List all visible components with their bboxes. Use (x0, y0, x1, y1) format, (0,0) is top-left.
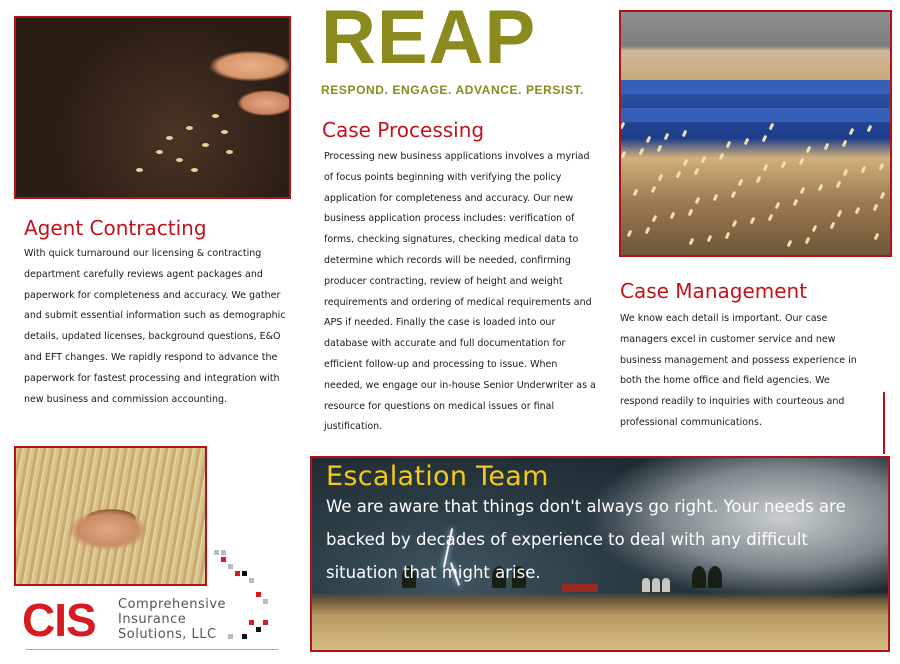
grain (837, 210, 843, 218)
grain (688, 209, 694, 217)
case-management-text: We know each detail is important. Our case managers excel in customer service and new business management and possess experience in both the home office and field agencies. We respond readily to inquiries with courteous and professional communications. (620, 313, 857, 428)
logo-pixel (242, 634, 247, 639)
logo-pixel (263, 599, 268, 604)
escalation-team-text: We are aware that things don't always go right. Your needs are backed by decades of experience to deal with any difficult situation that might arise. (326, 497, 846, 582)
grain (744, 138, 750, 146)
grain (683, 159, 689, 167)
grain (793, 199, 799, 207)
seed (226, 150, 233, 154)
grain (658, 174, 664, 182)
seed (166, 136, 173, 140)
grain (867, 125, 873, 133)
grain (763, 164, 769, 172)
logo-pixel (235, 571, 240, 576)
grain (657, 145, 663, 153)
grain (842, 140, 848, 148)
grain (855, 207, 861, 215)
logo-text-line: Insurance (118, 612, 187, 627)
company-logo (18, 548, 280, 656)
grain (620, 122, 626, 130)
seed (156, 150, 163, 154)
grain (689, 238, 695, 246)
grain (873, 204, 879, 212)
grain (701, 156, 707, 164)
grain (731, 191, 737, 199)
grain (880, 192, 886, 200)
grain (812, 225, 818, 233)
escalation-team-heading: Escalation Team (326, 461, 549, 492)
grain (836, 181, 842, 189)
grain (762, 135, 768, 143)
grain (768, 214, 774, 222)
grain (775, 202, 781, 210)
grain (843, 169, 849, 177)
logo-pixel (249, 578, 254, 583)
logo-mark: CIS (22, 594, 96, 646)
grain (799, 158, 805, 166)
seed (186, 126, 193, 130)
page-title: REAP (321, 0, 537, 80)
grain (713, 194, 719, 202)
logo-pixel (256, 627, 261, 632)
grain (874, 233, 880, 241)
logo-pixel (228, 634, 233, 639)
case-processing-heading: Case Processing (322, 118, 485, 142)
grain (738, 179, 744, 187)
grain (769, 123, 775, 131)
grain (651, 186, 657, 194)
grain (849, 128, 855, 136)
grain (633, 189, 639, 197)
grain (726, 141, 732, 149)
grain (725, 232, 731, 240)
agent-contracting-heading: Agent Contracting (24, 216, 207, 240)
grain (732, 220, 738, 228)
case-processing-text: Processing new business applications involves a myriad of focus points beginning with verifying the policy application for completeness and accuracy. Our new business application process includes: verification of forms, checking signatures, checking medical data to determine which records will be needed, confirming producer contracting, review of height and weight requirements and ordering of medical requirements and APS if needed. Finally the case is loaded into our database with accurate and full documentation for efficient follow-up and processing to issue. When needed, we engage our in-house Senior Underwriter as a resource for questions on medical issues or final justification. (324, 151, 596, 433)
seeds-soil-photo (14, 16, 291, 199)
grain (824, 143, 830, 151)
grain (879, 163, 885, 171)
escalation-team-banner (310, 456, 890, 652)
case-management-heading: Case Management (620, 279, 808, 303)
seed (136, 168, 143, 172)
seed (212, 114, 219, 118)
seed (221, 130, 228, 134)
logo-text-line: Comprehensive (118, 597, 227, 612)
grain (682, 130, 688, 138)
grain (646, 136, 652, 144)
grain (806, 146, 812, 154)
logo-pixel (249, 620, 254, 625)
logo-pixel (242, 571, 247, 576)
harvester-bar (621, 108, 890, 122)
agent-contracting-text: With quick turnaround our licensing & contracting department carefully reviews agent packages and paperwork for completeness and accuracy. We gather and submit essential information such as demographic details, updated licenses, background questions, E&O and EFT changes. We rapidly respond to advance the paperwork for fastest processing and integration with new business and commission accounting. (24, 248, 286, 405)
grain (645, 227, 651, 235)
logo-pixel (256, 592, 261, 597)
grain (830, 222, 836, 230)
grain (707, 235, 713, 243)
grain (676, 171, 682, 179)
grain (719, 153, 725, 161)
logo-pixel (221, 557, 226, 562)
accent-divider (883, 392, 885, 454)
logo-pixel (228, 564, 233, 569)
seed (191, 168, 198, 172)
grain (639, 148, 645, 156)
grain (805, 237, 811, 245)
grain (664, 133, 670, 141)
seed (176, 158, 183, 162)
logo-underline (26, 649, 278, 650)
logo-pixel (214, 550, 219, 555)
grain (652, 215, 658, 223)
grain (781, 161, 787, 169)
seed (202, 143, 209, 147)
grain (621, 151, 627, 159)
grain (861, 166, 867, 174)
grain (694, 168, 700, 176)
harvester-bar (621, 80, 890, 94)
harvester-photo (619, 10, 892, 257)
grain (750, 217, 756, 225)
grain (695, 197, 701, 205)
grain (670, 212, 676, 220)
grain (627, 230, 633, 238)
logo-pixel (221, 550, 226, 555)
grain (787, 240, 793, 248)
grain (818, 184, 824, 192)
grain (756, 176, 762, 184)
logo-text-line: Solutions, LLC (118, 627, 217, 642)
grain (800, 187, 806, 195)
page-tagline: RESPOND. ENGAGE. ADVANCE. PERSIST. (321, 83, 585, 97)
logo-pixel (263, 620, 268, 625)
